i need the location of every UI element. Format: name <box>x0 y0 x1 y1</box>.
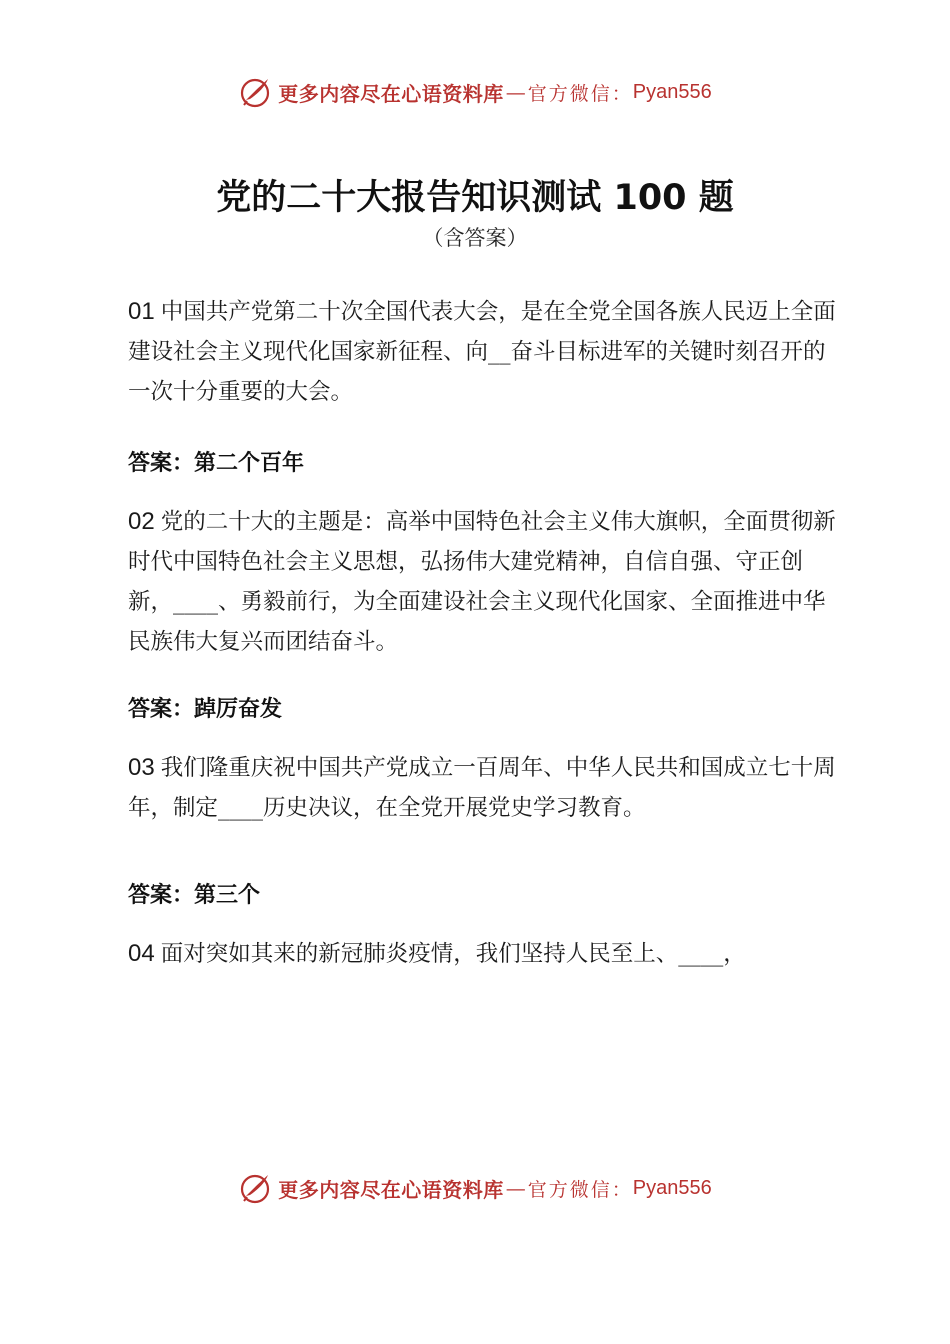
question-number: 04 <box>128 940 155 967</box>
question-number: 02 <box>128 508 155 535</box>
banner-text: 更多内容尽在心语资料库 <box>278 1177 504 1202</box>
answer-text: 答案：踔厉奋发 <box>128 697 283 722</box>
answer-text: 答案：第二个百年 <box>128 451 305 476</box>
banner-dash: — <box>505 1176 526 1200</box>
header-banner <box>0 72 950 112</box>
footer-banner <box>0 1168 950 1208</box>
question-number: 03 <box>128 754 155 781</box>
question-text: 面对突如其来的新冠肺炎疫情，我们坚持人民至上、____， <box>160 941 746 967</box>
banner-dash: — <box>505 80 526 104</box>
banner-text: 更多内容尽在心语资料库 <box>278 81 504 106</box>
question-text: 我们隆重庆祝中国共产党成立一百周年、中华人民共和国成立七十周年，制定____历史决议，在全党开展党史学习教育。 <box>128 755 836 821</box>
quill-logo-icon <box>238 74 274 110</box>
answer-text: 答案：第三个 <box>128 883 261 908</box>
question-item <box>128 502 838 662</box>
question-item <box>128 292 838 412</box>
document-title: 党的二十大报告知识测试 100 题 <box>216 178 734 218</box>
question-item <box>128 748 838 828</box>
question-number: 01 <box>128 298 155 325</box>
banner-wechat-id: Pyan556 <box>632 80 712 103</box>
question-text: 党的二十大的主题是：高举中国特色社会主义伟大旗帜，全面贯彻新时代中国特色社会主义思想，弘扬伟大建党精神，自信自强、守正创新，____、勇毅前行，为全面建设社会主义现代化国家、全面推进中华民族伟大复兴而团结奋斗。 <box>128 509 836 655</box>
question-text: 中国共产党第二十次全国代表大会，是在全党全国各族人民迈上全面建设社会主义现代化国家新征程、向__奋斗目标进军的关键时刻召开的一次十分重要的大会。 <box>128 299 836 405</box>
banner-wechat-id: Pyan556 <box>632 1176 712 1199</box>
document-subtitle: （含答案） <box>422 226 528 250</box>
banner-wechat-label: 官方微信： <box>527 82 633 105</box>
quill-logo-icon <box>238 1170 274 1206</box>
banner-wechat-label: 官方微信： <box>527 1178 633 1201</box>
question-list <box>128 292 838 974</box>
question-item <box>128 934 838 974</box>
